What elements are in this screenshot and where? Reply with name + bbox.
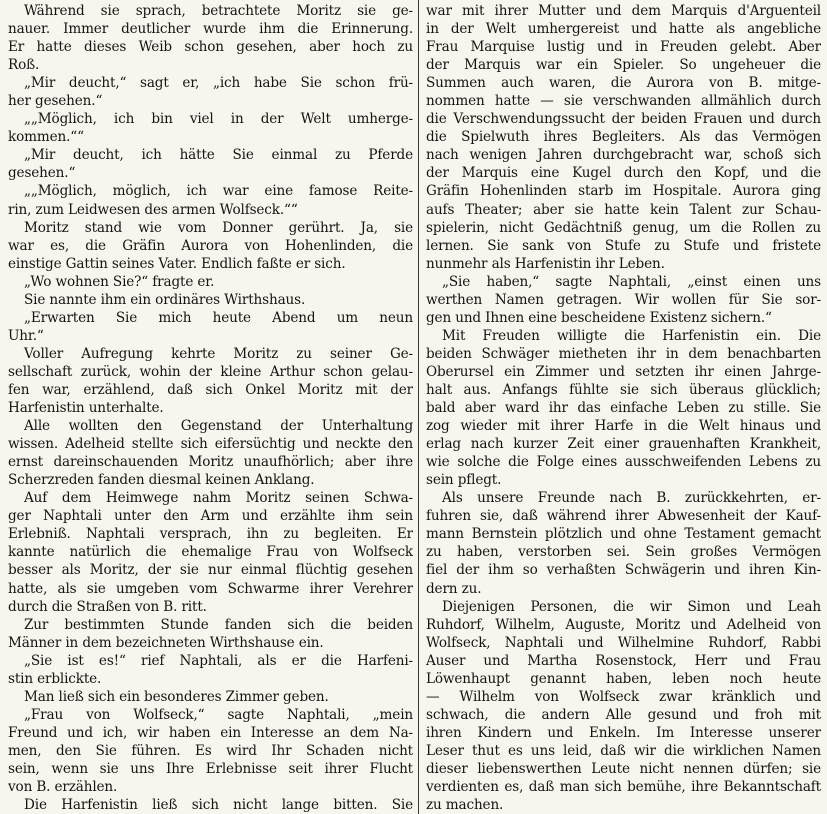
text-line: Gräfin Hohenlinden starb im Hospitale. Aurora ging — [426, 183, 821, 200]
text-line: bald aber ward ihr das einfache Leben zu stille. Sie — [426, 400, 821, 417]
paragraph — [8, 291, 413, 309]
text-line: nommen hatte — sie verschwanden allmählich durch — [426, 93, 821, 110]
text-line: Harfenistin unterhalte. — [8, 400, 164, 417]
text-line: schwach, die andern Alle gesund und froh mit — [426, 706, 821, 723]
paragraph — [8, 417, 413, 489]
text-line: Wolfseck, Naphtali und Wilhelmine Ruhdorf, Rabbi — [426, 634, 821, 651]
text-line: Roß. — [8, 57, 40, 74]
text-line: Scherzreden fanden diesmal keinen Anklang. — [8, 472, 315, 489]
text-line: her gesehen.“ — [8, 93, 103, 110]
text-line: „Sie haben,“ sagte Naphtali, „einst einen uns — [442, 273, 821, 290]
text-line: Frau Marquise lustig und in Freuden gelebt. Aber — [426, 39, 821, 56]
text-line: einstige Gattin seines Vater. Endlich faßte er sich. — [8, 255, 346, 272]
text-line: lernen. Sie sank von Stufe zu Stufe und fristete — [426, 237, 821, 254]
paragraph — [8, 309, 413, 345]
text-line: sein, wenn sie uns Ihre Erlebnisse seit ihrer Flucht — [8, 760, 413, 777]
text-line: Während sie sprach, betrachtete Moritz sie ge- — [24, 3, 413, 19]
text-line: gen und Ihnen eine bescheidene Existenz sichern.“ — [426, 309, 772, 326]
paragraph — [8, 146, 413, 182]
text-line: die Verschwendungssucht der beiden Frauen und durch — [426, 111, 821, 128]
text-line: Oberursel ein Zimmer und setzten ihr einen Jahrge- — [426, 363, 821, 380]
column-divider — [418, 0, 419, 814]
text-line: sellschaft zurück, wohin der kleine Arthur schon gelau- — [8, 363, 413, 380]
text-line: „Wo wohnen Sie?“ fragte er. — [24, 273, 215, 290]
paragraph — [426, 598, 821, 814]
text-line: fiel der ihm so verhaßten Schwägerin und ihren Kin- — [426, 562, 821, 579]
text-line: war es, die Gräfin Aurora von Hohenlinden, die — [8, 237, 413, 254]
paragraph — [8, 688, 413, 706]
text-line: men, den Sie führen. Es wird Ihr Schaden nicht — [8, 742, 413, 759]
text-line: stin erblickte. — [8, 670, 102, 687]
text-line: Uhr.“ — [8, 327, 44, 344]
text-line: mann Bernstein plötzlich und ohne Testament gemacht — [426, 526, 821, 543]
text-line: gesehen.“ — [8, 165, 76, 182]
text-line: nunmehr als Harfenistin ihr Leben. — [426, 255, 665, 272]
text-line: Die Harfenistin ließ sich nicht lange bitten. Sie — [24, 797, 413, 814]
text-line: Diejenigen Personen, die wir Simon und Leah — [442, 598, 821, 615]
text-line: beiden Schwäger mietheten ihr in dem benachbarten — [426, 345, 821, 362]
text-line: Auser und Martha Rosenstock, Herr und Frau — [426, 652, 821, 669]
text-line: „Mir deucht,“ sagt er, „ich habe Sie schon frü- — [24, 75, 413, 92]
text-line: Freund und ich, wir haben ein Interesse an dem Na- — [8, 724, 413, 741]
text-line: Als unsere Freunde nach B. zurückkehrten, er- — [442, 490, 821, 507]
text-line: „Mir deucht, ich hätte Sie einmal zu Pferde — [24, 147, 413, 164]
text-line: ihren Kindern und Enkeln. Im Interesse unserer — [426, 724, 821, 741]
text-line: der Marquis war ein Spieler. So ungeheuer die — [426, 57, 821, 74]
text-line: sein pflegt. — [426, 472, 502, 489]
paragraph — [8, 489, 413, 615]
text-line: wissen. Adelheid stellte sich eifersüchtig und neckte den — [8, 436, 413, 453]
text-line: Alle wollten den Gegenstand der Unterhaltung — [24, 418, 413, 435]
text-line: Mit Freuden willigte die Harfenistin ein. Die — [442, 327, 821, 344]
text-line: „„Möglich, möglich, ich war eine famose Reite- — [24, 183, 413, 200]
paragraph — [8, 74, 413, 110]
paragraph — [426, 273, 821, 327]
text-line: Moritz stand wie vom Donner gerührt. Ja, sie — [24, 219, 413, 236]
text-line: halt aus. Anfangs fühlte sie sich überaus glücklich; — [426, 381, 821, 398]
paragraph — [426, 327, 821, 489]
text-line: fen war, erzählend, daß sich Onkel Moritz mit der — [8, 381, 413, 398]
paragraph — [8, 273, 413, 291]
text-line: Zur bestimmten Stunde fanden sich die beiden — [24, 616, 413, 633]
paragraph — [8, 219, 413, 273]
text-line: dern zu. — [426, 580, 482, 597]
text-line: besser als Moritz, der sie nur einmal flüchtig gesehen — [8, 562, 413, 579]
text-line: werthen Namen getragen. Wir wollen für Sie sor- — [426, 291, 821, 308]
text-line: ernst dareinschauenden Moritz unaufhörlich; aber ihre — [8, 454, 413, 471]
text-line: zu haben, verstorben sei. Sein großes Vermögen — [426, 544, 821, 561]
text-line: Er hatte dieses Weib schon gesehen, aber hoch zu — [8, 39, 413, 56]
text-line: ger Naphtali unter den Arm und erzählte ihm sein — [8, 508, 413, 525]
text-line: erlag nach kurzer Zeit einer grauenhaften Krankheit, — [426, 436, 821, 453]
text-line: fuhren sie, daß während ihrer Abwesenheit der Kauf- — [426, 508, 821, 525]
text-line: dieser liebenswerthen Leute nicht nennen dürfen; sie — [426, 760, 821, 777]
text-line: Voller Aufregung kehrte Moritz zu seiner Ge- — [24, 345, 413, 362]
text-line: Löwenhaupt genannt haben, leben noch heute — [426, 670, 821, 687]
text-line: wie solche die Folge eines ausschweifenden Lebens zu — [426, 454, 821, 471]
text-line: kommen.““ — [8, 129, 84, 146]
right-column — [426, 2, 821, 814]
text-line: war mit ihrer Mutter und dem Marquis d'Arguenteil — [426, 3, 821, 19]
paragraph — [8, 345, 413, 417]
text-line: nauer. Immer deutlicher wurde ihm die Erinnerung. — [8, 21, 413, 38]
text-line: „Frau von Wolfseck,“ sagte Naphtali, „mein — [24, 706, 413, 723]
paragraph — [8, 652, 413, 688]
paragraph — [8, 110, 413, 146]
text-line: die Spielwuth ihres Begleiters. Als das Vermögen — [426, 129, 821, 146]
text-line: von B. erzählen. — [8, 779, 118, 796]
text-line: verdienten es, daß man sich bemühe, ihre Bekanntschaft — [426, 779, 821, 796]
paragraph — [8, 796, 413, 814]
text-line: aufs Theater; aber sie hatte kein Talent zur Schau- — [426, 201, 821, 218]
paragraph — [426, 489, 821, 597]
text-line: zu machen. — [426, 797, 504, 814]
text-line: der Marquis eine Kugel durch den Kopf, und die — [426, 165, 821, 182]
paragraph — [8, 616, 413, 652]
text-line: Ruhdorf, Wilhelm, Auguste, Moritz und Adelheid von — [426, 616, 821, 633]
text-line: Sie nannte ihm ein ordinäres Wirthshaus. — [24, 291, 306, 308]
text-line: kannte natürlich die ehemalige Frau von Wolfseck — [8, 544, 413, 561]
text-line: Erlebniß. Naphtali versprach, ihn zu begleiten. Er — [8, 526, 413, 543]
text-line: rin, zum Leidwesen des armen Wolfseck.““ — [8, 201, 298, 218]
text-line: zog wieder mit ihrer Harfe in die Welt hinaus und — [426, 418, 821, 435]
text-line: Auf dem Heimwege nahm Moritz seinen Schwa- — [24, 490, 413, 507]
paragraph — [8, 182, 413, 218]
paragraph — [426, 2, 821, 273]
text-line: — Wilhelm von Wolfseck zwar kränklich und — [426, 688, 821, 705]
text-line: Männer in dem bezeichneten Wirthshause ein. — [8, 634, 324, 651]
text-line: „„Möglich, ich bin viel in der Welt umherge- — [24, 111, 413, 128]
left-column — [8, 2, 413, 814]
text-line: Leser thut es uns leid, daß wir die wirklichen Namen — [426, 742, 821, 759]
text-line: Summen auch waren, die Aurora von B. mitge- — [426, 75, 821, 92]
text-line: durch die Straßen von B. ritt. — [8, 598, 207, 615]
text-line: hatte, als sie umgeben vom Schwarme ihrer Verehrer — [8, 580, 413, 597]
text-line: „Sie ist es!“ rief Naphtali, als er die Harfeni- — [24, 652, 413, 669]
text-line: in der Welt umhergereist und hatte als angebliche — [426, 21, 821, 38]
text-line: „Erwarten Sie mich heute Abend um neun — [24, 309, 413, 326]
text-line: Man ließ sich ein besonderes Zimmer geben. — [24, 688, 329, 705]
text-line: spielerin, nicht Gedächtniß genug, um die Rollen zu — [426, 219, 821, 236]
paragraph — [8, 706, 413, 796]
paragraph — [8, 2, 413, 74]
text-line: nach wenigen Jahren durchgebracht war, schoß sich — [426, 147, 821, 164]
